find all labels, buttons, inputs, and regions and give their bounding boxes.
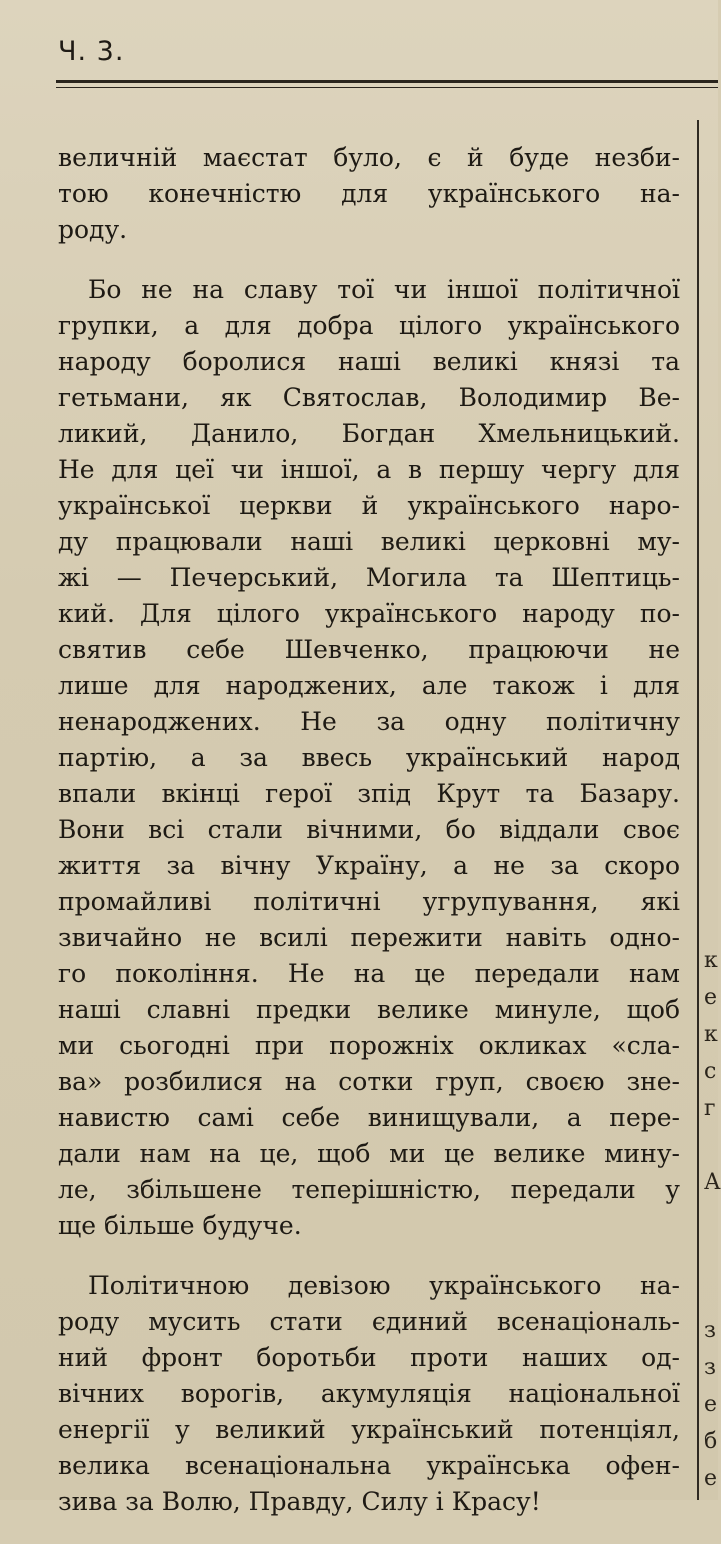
adjacent-column-glyph: к — [704, 1022, 718, 1047]
adjacent-column-glyph: к — [704, 948, 718, 973]
adjacent-column-glyph: е — [704, 1392, 718, 1417]
adjacent-column-glyph: е — [704, 1466, 718, 1491]
text-line: жі — Печерський, Могила та Шептиць- — [58, 563, 680, 592]
text-line: Бо не на славу тої чи іншої політичної — [88, 275, 680, 304]
text-line: ний фронт боротьби проти наших од- — [58, 1343, 680, 1372]
text-line: життя за вічну Україну, а не за скоро — [58, 851, 680, 880]
text-line: Не для цеї чи іншої, а в першу чергу для — [58, 455, 680, 484]
text-line: звичайно не всилі пережити навіть одно- — [58, 923, 680, 952]
text-line: Вони всі стали вічними, бо віддали своє — [58, 815, 680, 844]
text-line: енергії у великий український потенціял, — [58, 1415, 680, 1444]
header-rule-thick — [56, 80, 718, 83]
text-line: вічних ворогів, акумуляція національної — [58, 1379, 680, 1408]
adjacent-column-glyph: е — [704, 985, 718, 1010]
adjacent-column-glyph: г — [704, 1096, 716, 1121]
text-line: впали вкінці герої зпід Крут та Базару. — [58, 779, 680, 808]
text-line: роду. — [58, 215, 128, 244]
text-line: гетьмани, як Святослав, Володимир Ве- — [58, 383, 680, 412]
text-line: групки, а для добра цілого українського — [58, 311, 680, 340]
text-line: велика всенаціональна українська офен- — [58, 1451, 680, 1480]
text-line: навистю самі себе винищували, а пере- — [58, 1103, 680, 1132]
adjacent-column-glyph: с — [704, 1059, 717, 1084]
text-line: лише для народжених, але також і для — [58, 671, 680, 700]
text-line: зива за Волю, Правду, Силу і Красу! — [58, 1487, 541, 1516]
header-rule-thin — [56, 87, 718, 88]
text-line: ликий, Данило, Богдан Хмельницький. — [58, 419, 680, 448]
adjacent-column-glyph: А — [704, 1170, 721, 1195]
paragraph-1 — [58, 140, 680, 248]
text-line: ду працювали наші великі церковні му- — [58, 527, 680, 556]
text-line: ще більше будуче. — [58, 1211, 302, 1240]
text-line: наші славні предки велике минуле, щоб — [58, 995, 680, 1024]
adjacent-column-glyph: з — [704, 1355, 716, 1380]
text-line: тою конечністю для українського на- — [58, 179, 680, 208]
text-line: народу боролися наші великі князі та — [58, 347, 680, 376]
adjacent-column-glyph: б — [704, 1429, 718, 1454]
text-line: дали нам на це, щоб ми це велике мину- — [58, 1139, 680, 1168]
paragraph-2 — [58, 272, 680, 1244]
text-line: величній маєстат було, є й буде незби- — [58, 143, 680, 172]
text-line: ле, збільшене теперішністю, передали у — [58, 1175, 680, 1204]
text-line: кий. Для цілого українського народу по- — [58, 599, 680, 628]
paragraph-3 — [58, 1268, 680, 1520]
text-line: ненароджених. Не за одну політичну — [58, 707, 680, 736]
text-line: ва» розбилися на сотки груп, своєю зне- — [58, 1067, 680, 1096]
adjacent-column-glyph: з — [704, 1318, 716, 1343]
text-line: ми сьогодні при порожніх окликах «сла- — [58, 1031, 680, 1060]
text-line: партію, а за ввесь український народ — [58, 743, 680, 772]
text-line: Політичною девізою українського на- — [88, 1271, 680, 1300]
article-body — [58, 140, 680, 1544]
text-line: української церкви й українського наро- — [58, 491, 680, 520]
column-divider — [697, 120, 699, 1500]
text-line: святив себе Шевченко, працюючи не — [58, 635, 680, 664]
page-number: Ч. 3. — [58, 36, 125, 67]
text-line: промайливі політичні угрупування, які — [58, 887, 680, 916]
text-line: роду мусить стати єдиний всенаціональ- — [58, 1307, 680, 1336]
text-line: го покоління. Не на це передали нам — [58, 959, 680, 988]
